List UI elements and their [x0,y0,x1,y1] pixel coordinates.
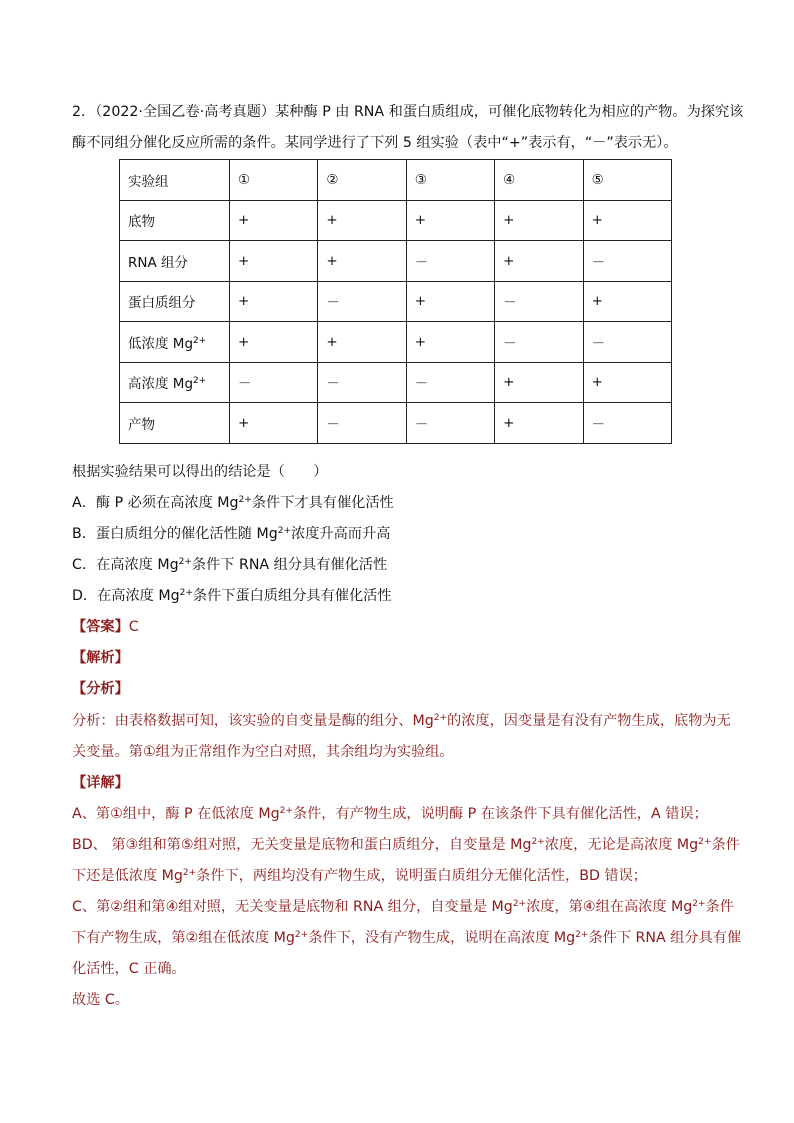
row-label: RNA 组分 [120,241,230,282]
option-a: A．酶 P 必须在高浓度 $Mg^{2+}$条件下才具有催化活性 [72,495,394,511]
table-cell: － [583,322,671,363]
table-cell: － [318,362,406,403]
table-cell: + [583,281,671,322]
table-cell: － [495,281,583,322]
table-row [120,200,672,241]
detail-c-line-1: C、第②组和第④组对照，无关变量是底物和 RNA 组分，自变量是 $Mg^{2+}$浓度，第④组在高浓度 $Mg^{2+}$条件 [72,899,734,915]
table-cell: + [495,403,583,444]
table-cell: + [318,241,406,282]
table-cell: + [406,281,494,322]
table-header-group: ⑤ [583,160,671,201]
table-header-group: ② [318,160,406,201]
row-label: 产物 [120,403,230,444]
detail-bd-line-2: 下还是低浓度 $Mg^{2+}$条件下，两组均没有产物生成，说明蛋白质组分无催化活性，BD 错误； [72,868,647,884]
table-cell: + [230,322,318,363]
table-cell: － [318,281,406,322]
answer-line [72,617,139,637]
table-row [120,281,672,322]
table-cell: － [318,403,406,444]
table-cell: + [406,200,494,241]
table-cell: + [495,200,583,241]
detail-a: A、第①组中，酶 P 在低浓度 $Mg^{2+}$条件，有产物生成，说明酶 P 在该条件下具有催化活性，A 错误； [72,806,708,822]
row-label: 低浓度 $Mg^{2+}$ [120,322,230,363]
detail-c-line-3: 化活性，C 正确。 [72,961,186,977]
option-b: B．蛋白质组分的催化活性随 $Mg^{2+}$浓度升高而升高 [72,526,391,542]
detail-c-line-2: 下有产物生成，第②组在低浓度 $Mg^{2+}$条件下，没有产物生成，说明在高浓度 $Mg^{2+}$条件下 RNA 组分具有催 [72,930,742,946]
answer-label: 【答案】 [72,619,129,635]
question-prompt: 根据实验结果可以得出的结论是（ ） [72,464,328,480]
table-cell: － [406,362,494,403]
table-cell: + [230,241,318,282]
table-row [120,322,672,363]
row-label: 蛋白质组分 [120,281,230,322]
table-row [120,241,672,282]
option-c: C．在高浓度 $Mg^{2+}$条件下 RNA 组分具有催化活性 [72,557,388,573]
table-cell: + [583,362,671,403]
analysis-line-1: 分析：由表格数据可知，该实验的自变量是酶的组分、$Mg^{2+}$的浓度，因变量是有没有产物生成，底物为无 [72,713,731,729]
analysis-line-2: 关变量。第①组为正常组作为空白对照，其余组均为实验组。 [72,744,454,760]
conclusion: 故选 C。 [72,992,129,1008]
table-cell: + [230,281,318,322]
table-cell: + [406,322,494,363]
table-cell: + [495,362,583,403]
fenxi-heading: 【分析】 [72,681,129,697]
option-d: D．在高浓度 $Mg^{2+}$条件下蛋白质组分具有催化活性 [72,588,392,604]
table-header-group: ④ [495,160,583,201]
table-cell: + [583,200,671,241]
experiment-table [119,159,672,444]
table-cell: － [495,322,583,363]
table-header-group: ③ [406,160,494,201]
xiangjie-heading: 【详解】 [72,775,129,791]
table-cell: + [495,241,583,282]
table-cell: + [230,403,318,444]
jiexi-heading: 【解析】 [72,650,129,666]
table-cell: + [318,322,406,363]
table-cell: + [318,200,406,241]
table-cell: + [230,200,318,241]
row-label: 底物 [120,200,230,241]
detail-bd-line-1: BD、 第③组和第⑤组对照，无关变量是底物和蛋白质组分，自变量是 $Mg^{2+}$浓度，无论是高浓度 $Mg^{2+}$条件 [72,837,740,853]
table-cell: － [406,403,494,444]
table-header-group: ① [230,160,318,201]
table-row [120,362,672,403]
table-cell: － [583,241,671,282]
table-header-row [120,160,672,201]
answer-value: C [128,619,139,635]
table-cell: － [583,403,671,444]
row-label: 高浓度 $Mg^{2+}$ [120,362,230,403]
table-cell: － [230,362,318,403]
table-header-label: 实验组 [120,160,230,201]
table-row [120,403,672,444]
question-stem-line-2: 酶不同组分催化反应所需的条件。某同学进行了下列 5 组实验（表中“+”表示有，“－”表示无）。 [72,135,678,151]
question-stem-line-1: 2．（2022·全国乙卷·高考真题）某种酶 P 由 RNA 和蛋白质组成，可催化底物转化为相应的产物。为探究该 [72,104,744,120]
table-cell: － [406,241,494,282]
